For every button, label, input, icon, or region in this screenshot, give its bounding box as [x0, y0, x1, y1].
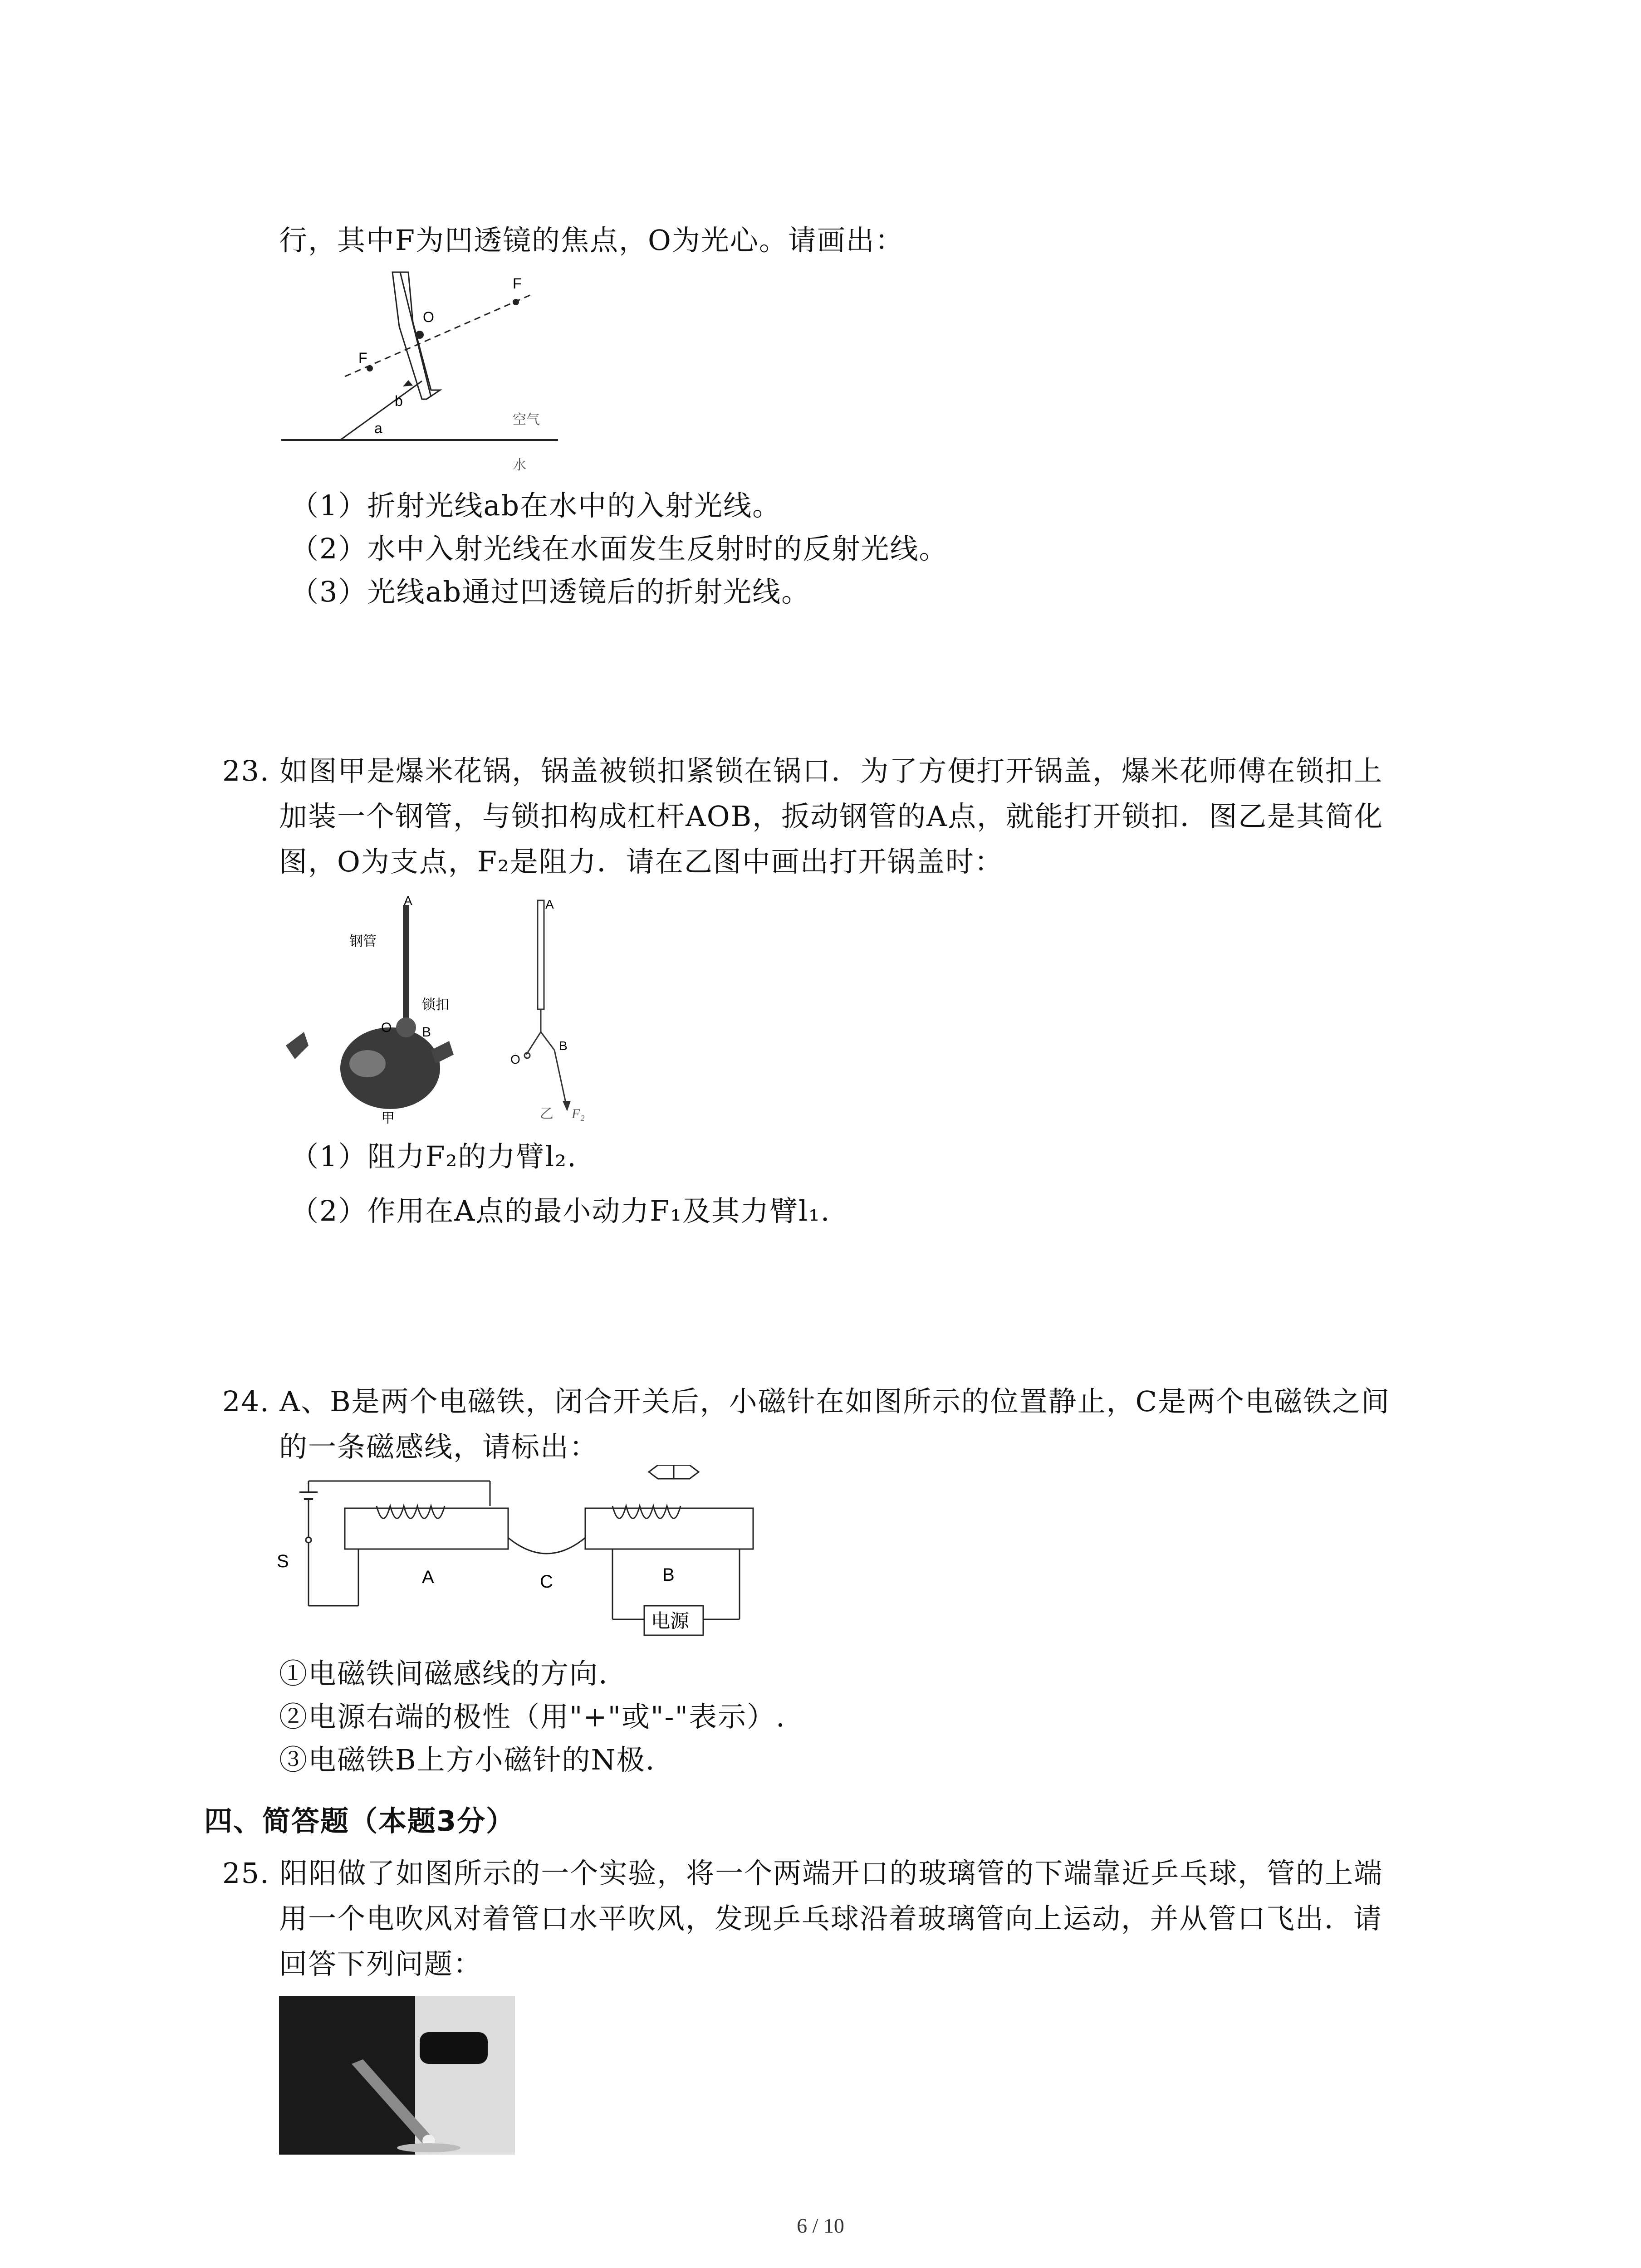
section-title: 四、简答题（本题3分） — [204, 1804, 515, 1838]
q23-label-A1: A — [404, 896, 412, 908]
q24-line-2: 的一条磁感线，请标出： — [279, 1430, 599, 1463]
q23-label-A2: A — [545, 897, 554, 911]
q23-label-B2: B — [559, 1039, 568, 1053]
q22-label-O: O — [423, 309, 434, 325]
q25-line-3: 回答下列问题： — [279, 1947, 483, 1980]
q24-electromagnet-figure — [268, 1465, 785, 1647]
q22-label-water: 水 — [513, 457, 526, 473]
q22-label-F-left: F — [358, 350, 367, 366]
q22-intro: 行，其中F为凹透镜的焦点，O为光心。请画出： — [279, 224, 904, 257]
q23-popcorn-figure — [277, 896, 603, 1132]
q22-label-air: 空气 — [513, 412, 540, 428]
q22-item-1: （1）折射光线ab在水中的入射光线。 — [290, 489, 782, 522]
q24-line-1: 24. A、B是两个电磁铁，闭合开关后，小磁针在如图所示的位置静止，C是两个电磁铁之间 — [222, 1385, 1391, 1418]
q23-label-B1: B — [422, 1025, 431, 1040]
q24-item-2: ②电源右端的极性（用"+"或"-"表示）. — [279, 1700, 786, 1733]
q23-label-O1: O — [381, 1020, 392, 1035]
q24-label-power: 电源 — [651, 1610, 690, 1632]
q22-label-b: b — [395, 393, 403, 409]
q22-item-3: （3）光线ab通过凹透镜后的折射光线。 — [290, 575, 811, 608]
q23-line-2: 加装一个钢管，与锁扣构成杠杆AOB，扳动钢管的A点，就能打开锁扣．图乙是其简化 — [279, 800, 1383, 833]
q24-label-B: B — [662, 1565, 675, 1585]
page-number: 6 / 10 — [797, 2214, 844, 2237]
q23-line-3: 图，O为支点，F₂是阻力．请在乙图中画出打开锅盖时： — [279, 845, 1004, 878]
q25-experiment-photo — [279, 1996, 515, 2155]
q24-item-3: ③电磁铁B上方小磁针的N极. — [279, 1743, 656, 1776]
q23-item-1: （1）阻力F₂的力臂l₂. — [290, 1140, 577, 1173]
q22-item-2: （2）水中入射光线在水面发生反射时的反射光线。 — [290, 532, 948, 565]
q23-label-lock: 锁扣 — [422, 997, 449, 1013]
q23-label-F2: F₂ — [572, 1106, 585, 1121]
q22-label-a: a — [374, 420, 382, 436]
q23-label-yi: 乙 — [540, 1106, 554, 1122]
q23-label-jia: 甲 — [381, 1110, 395, 1126]
q23-label-O2: O — [510, 1052, 520, 1066]
q24-label-C: C — [540, 1572, 553, 1592]
q25-line-2: 用一个电吹风对着管口水平吹风，发现乒乓球沿着玻璃管向上运动，并从管口飞出．请 — [279, 1902, 1383, 1935]
q24-label-A: A — [422, 1567, 434, 1587]
q24-item-1: ①电磁铁间磁感线的方向. — [279, 1657, 608, 1690]
q23-label-pipe: 钢管 — [349, 934, 377, 949]
q22-label-F-top: F — [513, 275, 522, 292]
q23-item-2: （2）作用在A点的最小动力F₁及其力臂l₁. — [290, 1194, 831, 1227]
q22-lens-figure — [277, 268, 567, 481]
q24-label-S: S — [277, 1551, 289, 1571]
q25-line-1: 25. 阳阳做了如图所示的一个实验，将一个两端开口的玻璃管的下端靠近乒乓球，管的上端 — [222, 1857, 1383, 1890]
q23-line-1: 23. 如图甲是爆米花锅，锅盖被锁扣紧锁在锅口．为了方便打开锅盖，爆米花师傅在锁扣上 — [222, 754, 1383, 787]
